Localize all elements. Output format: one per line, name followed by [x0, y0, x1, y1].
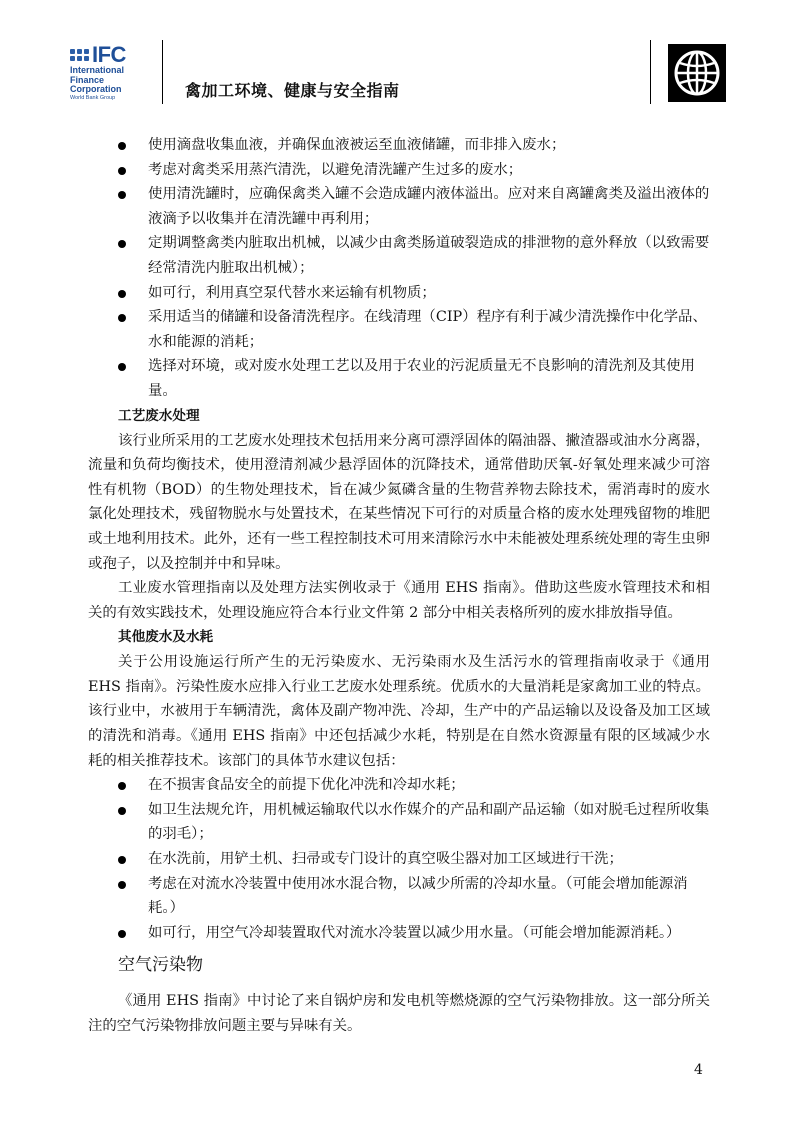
subhead-process-wastewater: 工艺废水处理 — [118, 407, 200, 424]
ifc-logo-word: IFC — [92, 42, 126, 67]
list-item — [118, 354, 710, 403]
ifc-dots-icon — [70, 49, 89, 61]
bullet-icon — [118, 807, 126, 815]
bullet-icon — [118, 167, 126, 175]
ifc-logo — [70, 44, 152, 106]
paragraph-air-emissions: 《通用 EHS 指南》中讨论了来自锅炉房和发电机等燃烧源的空气污染物排放。这一部分所关注的空气污染物排放问题主要与异味有关。 — [88, 993, 710, 1034]
paragraph-wastewater-guidelines: 工业废水管理指南以及处理方法实例收录于《通用 EHS 指南》。借助这些废水管理技术和相关的有效实践技术，处理设施应符合本行业文件第 2 部分中相关表格所列的废水排放指导值。 — [88, 580, 710, 621]
list-item-text: 选择对环境，或对废水处理工艺以及用于农业的污泥质量无不良影响的清洗剂及其使用量。 — [148, 358, 695, 399]
list-item — [118, 281, 710, 306]
list-item — [118, 847, 710, 872]
list-item-text: 考虑在对流水冷装置中使用冰水混合物，以减少所需的冷却水量。（可能会增加能源消耗。） — [148, 875, 688, 917]
list-item — [118, 305, 710, 354]
section-title-air-emissions: 空气污染物 — [118, 955, 203, 976]
list-item-text: 考虑对禽类采用蒸汽清洗，以避免清洗罐产生过多的废水； — [148, 161, 523, 178]
bullet-list-water-saving — [118, 773, 710, 945]
list-item-text: 使用滴盘收集血液，并确保血液被运至血液储罐，而非排入废水； — [148, 137, 566, 153]
bullet-icon — [118, 856, 126, 864]
list-item — [118, 921, 710, 946]
ifc-logo-line3: Corporation — [70, 84, 122, 94]
ifc-logo-line4: World Bank Group — [70, 94, 116, 101]
list-item — [118, 133, 710, 158]
list-item-text: 采用适当的储罐和设备清洗程序。在线清理（CIP）程序有利于减少清洗操作中化学品、水和能源的消耗； — [148, 309, 707, 350]
list-item-text: 如可行，利用真空泵代替水来运输有机物质； — [148, 284, 436, 301]
ifc-logo-line2: Finance — [70, 74, 105, 85]
bullet-icon — [118, 142, 126, 150]
list-item — [118, 182, 710, 231]
list-item-text: 在不损害食品安全的前提下优化冲洗和冷却水耗； — [148, 777, 465, 794]
list-item-text: 如卫生法规允许，用机械运输取代以水作媒介的产品和副产品运输（如对脱毛过程所收集的羽毛）； — [148, 801, 710, 843]
paragraph-process-wastewater: 该行业所采用的工艺废水处理技术包括用来分离可漂浮固体的隔油器、撇渣器或油水分离器，流量和负荷均衡技术，使用澄清剂减少悬浮固体的沉降技术，通常借助厌氧-好氧处理来减少可溶性有机物（BOD）的生物处理技术，旨在减少氮磷含量的生物营养物去除技术，需消毒时的废水氯化处理技术，残留物脱水与处置技术，在某些情况下可行的对质量合格的废水处理残留物的堆肥或土地利用技术。此外，还有一些工程控制技术可用来清除污水中未能被处理系统处理的寄生虫卵或孢子，以及控制并中和异味。 — [88, 432, 710, 572]
list-item-text: 使用清洗罐时，应确保禽类入罐不会造成罐内液体溢出。应对来自离罐禽类及溢出液体的液滴予以收集并在清洗罐中再利用； — [148, 186, 710, 227]
page-title: 禽加工环境、健康与安全指南 — [185, 81, 400, 100]
list-item-text: 定期调整禽类内脏取出机械，以减少由禽类肠道破裂造成的排泄物的意外释放（以致需要经常清洗内脏取出机械）； — [148, 235, 710, 276]
bullet-icon — [118, 930, 126, 938]
bullet-icon — [118, 290, 126, 298]
list-item — [118, 798, 710, 847]
list-item — [118, 158, 710, 183]
ifc-logo-line1: International — [70, 65, 125, 75]
bullet-list-wastewater-reduction — [118, 133, 710, 404]
header-divider-right — [650, 40, 651, 104]
list-item-text: 如可行，用空气冷却装置取代对流水冷装置以减少用水量。（可能会增加能源消耗。） — [148, 924, 681, 941]
list-item — [118, 231, 710, 280]
header-divider-left — [162, 40, 163, 104]
world-bank-globe-logo-icon — [668, 44, 726, 102]
paragraph-water-consumption: 关于公用设施运行所产生的无污染废水、无污染雨水及生活污水的管理指南收录于《通用 EHS 指南》。污染性废水应排入行业工艺废水处理系统。优质水的大量消耗是家禽加工业的特点。该行业中，水被用于车辆清洗，禽体及副产物冲洗、冷却，生产中的产品运输以及设备及加工区域的清洗和消毒。《通用 EHS 指南》中还包括减少水耗，特别是在自然水资源量有限的区域减少水耗的相关推荐技术。该部门的具体节水建议包括： — [88, 654, 710, 769]
main-content — [88, 133, 710, 1039]
bullet-icon — [118, 881, 126, 889]
page-number: 4 — [694, 1062, 703, 1078]
list-item — [118, 872, 710, 921]
subhead-other-wastewater: 其他废水及水耗 — [118, 629, 214, 646]
list-item-text: 在水洗前，用铲土机、扫帚或专门设计的真空吸尘器对加工区域进行干洗； — [148, 851, 623, 868]
list-item — [118, 773, 710, 798]
